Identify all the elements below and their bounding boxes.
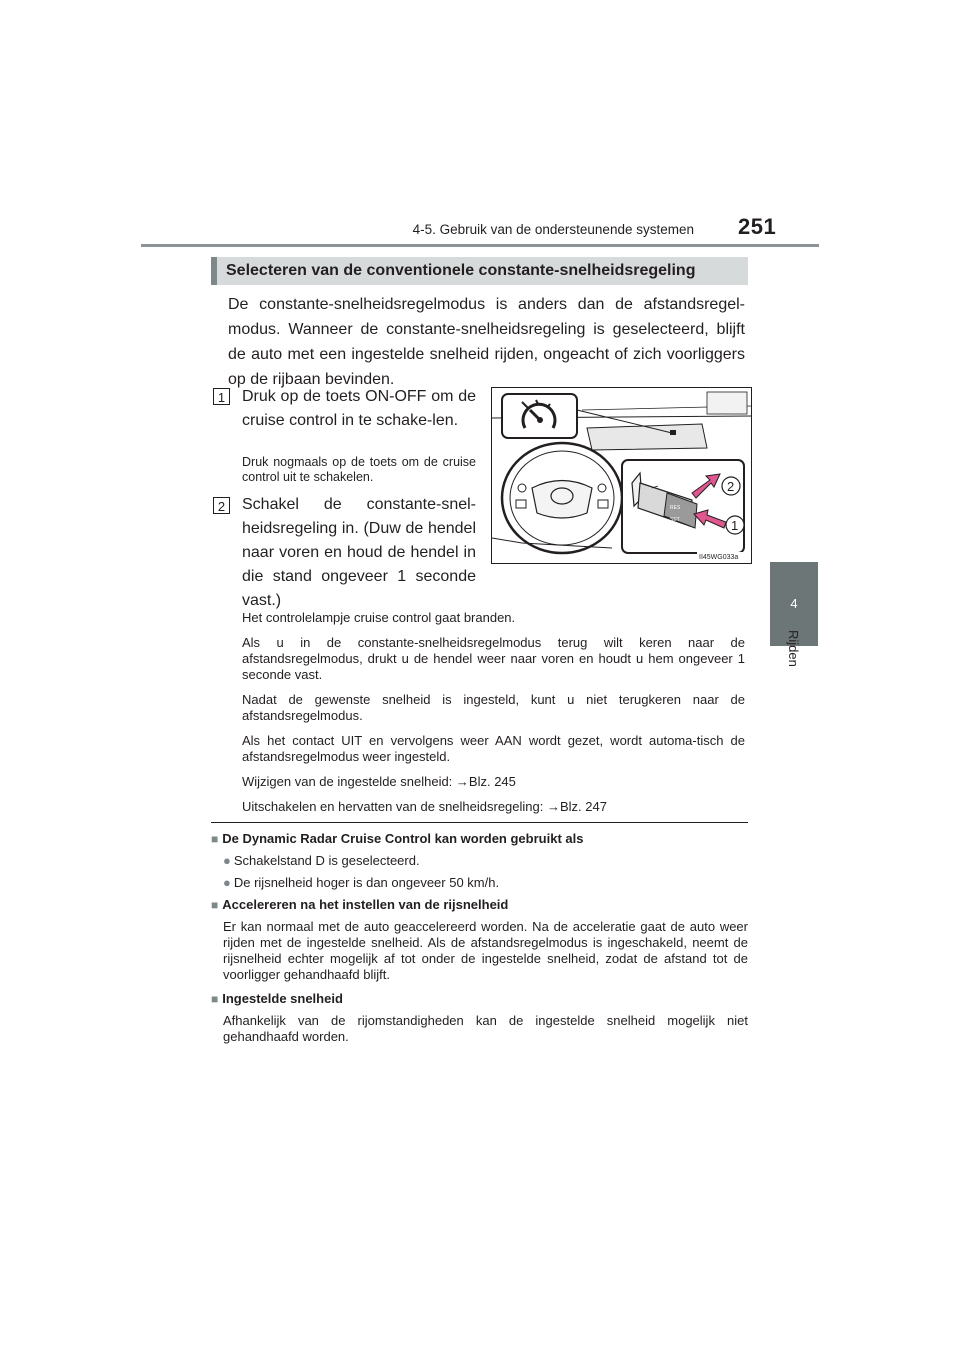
step-2-number: 2 [213,497,230,514]
cruise-control-icon [502,394,577,438]
info-heading: ■ Ingestelde snelheid [211,991,343,1006]
square-bullet-icon: ■ [211,992,219,1006]
heading-text: Selecteren van de conventionele constante-snelheidsregeling [226,262,696,279]
circle-bullet-icon: ● [223,875,231,890]
page-number: 251 [738,214,777,239]
note-item: Uitschakelen en hervatten van de snelheidsregeling: →Blz. 247 [242,799,607,814]
step-2-text: Schakel de constante-snel-heidsregeling in. (Duw de hendel naar voren en houd de hendel in die stand ongeveer 1 seconde vast.) [242,496,476,609]
lever-zoom [622,460,744,553]
header-rule [141,244,819,247]
callout-2-label: 2 [727,479,735,494]
heading-accent-bar [211,257,217,285]
note-item: Als het contact UIT en vervolgens weer AAN wordt gezet, wordt automa-tisch de afstandsregelmodus weer ingesteld. [242,733,745,764]
section-heading [211,257,748,285]
info-heading: ■ Accelereren na het instellen van de rijsnelheid [211,897,509,912]
note-item: Nadat de gewenste snelheid is ingesteld, kunt u niet terugkeren naar de afstandsregelmodus. [242,692,745,723]
callout-1-label: 1 [731,518,739,533]
square-bullet-icon: ■ [211,832,219,846]
dashboard-drawing [492,388,751,563]
lever-res-label: RES [670,505,681,511]
steering-wheel [502,443,622,553]
info-bullet: ● Schakelstand D is geselecteerd. [223,853,420,868]
step-1-number: 1 [213,388,230,405]
note-item: Als u in de constante-snelheidsregelmodus terug wilt keren naar de afstandsregelmodus, drukt u de hendel weer naar voren en houdt u hem ongeveer 1 seconde vast. [242,635,745,682]
info-bullet: ● De rijsnelheid hoger is dan ongeveer 50 km/h. [223,875,500,890]
chapter-tab: 4 [770,562,818,646]
lever-set-label: SET [670,517,680,523]
notes-block [242,610,745,824]
section-label: 4-5. Gebruik van de ondersteunende systemen [412,222,694,237]
circle-bullet-icon: ● [223,853,231,868]
divider [211,822,748,823]
intro-paragraph: De constante-snelheidsregelmodus is anders dan de afstandsregel-modus. Wanneer de constante-snelheidsregeling is geselecteerd, blijft de auto met een ingestelde snelheid rijden, ongeacht of zich voorliggers op de rijbaan bevinden. [228,296,745,388]
info-heading: ■ De Dynamic Radar Cruise Control kan worden gebruikt als [211,831,584,846]
square-bullet-icon: ■ [211,898,219,912]
note-item: Het controlelampje cruise control gaat branden. [242,610,516,625]
note-item: Wijzigen van de ingestelde snelheid: →Blz. 245 [242,774,516,789]
figure-code: II45WG033a [699,554,739,561]
step-1-text: Druk op de toets ON-OFF om de cruise control in te schake-len. [242,388,476,429]
info-block [211,831,748,1053]
info-paragraph: Afhankelijk van de rijomstandigheden kan de ingestelde snelheid mogelijk niet gehandhaafd worden. [223,1013,748,1044]
cruise-control-illustration [491,387,752,564]
step-1-note: Druk nogmaals op de toets om de cruise control uit te schakelen. [242,455,476,484]
chapter-label: Rijden [786,630,801,667]
info-paragraph: Er kan normaal met de auto geaccelereerd worden. Na de acceleratie gaat de auto weer rijden met de ingestelde snelheid. Als de afstandsregelmodus is ingeschakeld, neemt de rijsnelheid echter mogelijk af tot onder de ingestelde snelheid, zodat de afstand tot de voorligger gehandhaafd blijft. [223,919,748,982]
